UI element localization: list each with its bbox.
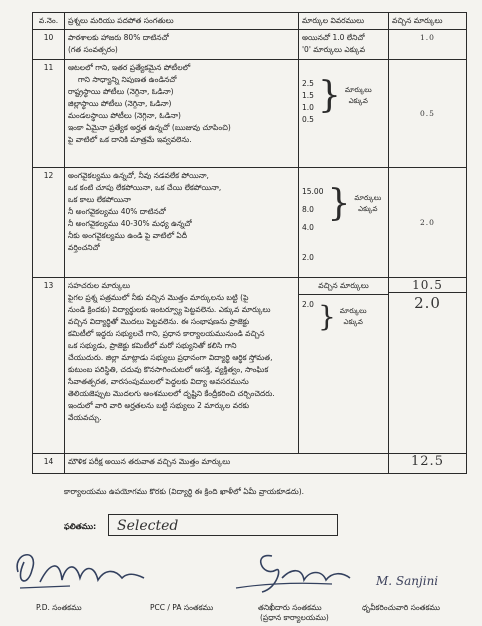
scale-values — [302, 299, 314, 311]
note-line: మార్కులు — [354, 194, 382, 202]
marks-awarded: 2.0 — [414, 294, 441, 312]
criteria-line: ఆటలలో గాని, ఇతర ప్రత్యేకమైన పోటీలలో — [68, 63, 191, 72]
row-scale — [299, 60, 389, 168]
criteria-line: పై వాటిలో ఒక దానికి మాత్రమే ఇవ్వవలెను. — [68, 135, 192, 144]
scale-value: 0.5 — [302, 115, 314, 124]
table-row — [33, 30, 467, 60]
header-scale: మార్కుల వివరములు — [299, 13, 389, 30]
scale-value: 2.0 — [302, 253, 314, 262]
criteria-line: పాఠశాలకు హాజరు 80% దాటినచో — [68, 33, 169, 42]
row-criteria — [65, 168, 299, 278]
marks-awarded: 2.0 — [389, 168, 467, 278]
scale-body — [299, 295, 388, 339]
row-number: 12 — [33, 168, 65, 278]
criteria-line: నుండి క్రిందకు) విద్యార్థులకు ఇంటర్వ్యూ పెట్టవలెను. ఎక్కువ మార్కులు — [68, 305, 271, 314]
office-use-note: కార్యాలయము ఉపయోగము కొరకు (విద్యార్థి ఈ క్రింది ఖాళీలో ఏమీ వ్రాయకూడదు). — [64, 487, 305, 496]
criteria-line: మండలస్థాయి పోటీలు (నెగ్గినా, ఓడినా) — [68, 111, 181, 120]
scale-note — [354, 193, 381, 215]
scale-subheader: వచ్చిన మార్కులు — [299, 278, 388, 295]
row-number: 14 — [33, 454, 65, 474]
criteria-line: (గత సంవత్సరం) — [68, 45, 118, 54]
area-signature: M. Sanjini — [376, 574, 439, 588]
note-line: ఎక్కువ — [348, 97, 368, 105]
marks-awarded: 1.0 — [389, 30, 467, 60]
row-criteria — [65, 30, 299, 60]
table-row — [33, 454, 467, 474]
note-line: మార్కులు — [344, 86, 372, 94]
note-line: ఎక్కువ — [343, 318, 363, 326]
member-signature-label: తనిఖీదారు సంతకము — [258, 603, 322, 612]
criteria-line: ఒక సభ్యుడు, ప్రాజెక్టు కమిటీలో మరో సభ్యునితో కలిసి గాని — [68, 341, 237, 350]
scale-value: 8.0 — [302, 205, 314, 214]
header-no: వ.నెం. — [33, 13, 65, 30]
row-number: 10 — [33, 30, 65, 60]
criteria-line: సహచరుల మార్కులు — [68, 281, 131, 290]
criteria-line: కమిటీలో ఇద్దరు సభ్యులచే గాని, ప్రధాన కార్యాలయమునుండి వచ్చిన — [68, 329, 265, 338]
scale-value: 1.0 — [302, 103, 314, 112]
criteria-line: కుటుంబ పరిస్థితి, చదువు కొనసాగించుటలో ఆసక్తి, వ్యక్తిత్వం, సాంఘిక — [68, 365, 269, 374]
marks-table — [32, 12, 467, 474]
table-row — [33, 60, 467, 168]
header-criteria: ప్రశ్నలు మరియు పదపోత సంగతులు — [65, 13, 299, 30]
member-signature — [232, 548, 362, 600]
criteria-line: నీకు అంగవైకల్యము ఉండి పై వాటిలో ఏదీ — [68, 231, 188, 240]
scale-value: 1.5 — [302, 91, 314, 100]
scale-value: 15.00 — [302, 187, 324, 196]
table-row — [33, 278, 467, 454]
marks-cell — [389, 278, 467, 454]
criteria-line: ఒక కంటి చూపు లేకపోయినా, ఒక చేయి లేకపోయినా, — [68, 183, 222, 192]
criteria-line: వేయవచ్చు. — [68, 413, 102, 422]
row-criteria — [65, 454, 389, 474]
marks-awarded: 0.5 — [389, 60, 467, 168]
criteria-line: నీ అంగవైకల్యము 40% దాటినచో — [68, 207, 166, 216]
scale-value: 4.0 — [302, 223, 314, 232]
row-criteria — [65, 60, 299, 168]
scale-values — [302, 186, 323, 264]
marks-awarded: 12.5 — [389, 454, 467, 474]
pd-signature-label: P.D. సంతకము — [36, 603, 82, 612]
criteria-line: జిల్లాస్థాయి పోటీలు (నెగ్గినా, ఓడినా) — [68, 99, 172, 108]
criteria-line: తెలియజెప్పుట మొదలగు అంశములలో దృష్టిని కేంద్రీకరించి చర్చించెదరు. — [68, 389, 275, 398]
scale-note — [345, 85, 372, 107]
scale-line: '0' మార్కులు ఎక్కువ — [302, 45, 366, 54]
criteria-line: అంగవైకల్యము ఉన్నచో, నీవు నడవలేక పోయినా, — [68, 171, 209, 180]
pcc-signature-label: PCC / PA సంతకము — [150, 603, 214, 612]
row-number: 13 — [33, 278, 65, 454]
criteria-line: వచ్చిన విద్యార్థితో మొదలు పెట్టవలెను. ఈ సంభాషణను ప్రాజెక్టు — [68, 317, 250, 326]
criteria-line: నీ అంగవైకల్యము 40-30% మధ్య ఉన్నచో — [68, 219, 192, 228]
result-field: Selected — [108, 514, 338, 536]
criteria-line: సేవాతత్పరత, వారసంపుములలో పెద్దలకు విద్యా అవసరమును — [68, 377, 249, 386]
brace-icon: } — [317, 75, 341, 116]
header-marks: వచ్చిన మార్కులు — [389, 13, 467, 30]
row-criteria — [65, 278, 299, 454]
scale-value: 2.0 — [302, 300, 314, 309]
marks-subheader: 10.5 — [389, 278, 466, 293]
row-scale — [299, 30, 389, 60]
criteria-line: ఇందులో వారి వారి అర్హతలను బట్టి సభ్యులు 2 మార్కుల వరకు — [68, 401, 250, 410]
brace-icon: } — [317, 300, 336, 333]
criteria-line: వర్తించనిచో — [68, 243, 100, 252]
criteria-line: మౌళిక పరీక్ష అయిన తరువాత వచ్చిన మొత్తం మార్కులు — [68, 457, 231, 466]
table-header-row — [33, 13, 467, 30]
area-signature-label: ధృవీకరించువారి సంతకము — [362, 603, 440, 612]
row-number: 11 — [33, 60, 65, 168]
note-line: ఎక్కువ — [358, 205, 378, 213]
pd-signature — [10, 542, 150, 598]
scale-note — [340, 306, 367, 328]
criteria-line: ఒక కాలు లేకపోయినా — [68, 195, 131, 204]
scale-line: అయినచో 1.0 లేనిచో — [302, 33, 365, 42]
criteria-line: చేయుదురు. జిల్లా మాట్లాడు సభ్యులు ప్రధానంగా విద్యార్థి ఆర్థిక స్తోమత, — [68, 353, 273, 362]
result-label: ఫలితము: — [64, 522, 97, 531]
criteria-line: పైగల ప్రశ్న పత్రములో నీకు వచ్చిన మొత్తం మార్కులను బట్టి (పై — [68, 293, 249, 302]
scale-values — [302, 78, 314, 126]
brace-icon: } — [327, 183, 351, 224]
criteria-line: గాని సాధ్యాన్ని నిపుణత ఉండినచో — [78, 75, 177, 84]
criteria-line: ఇంకా ఏమైనా ప్రత్యేక అర్హత ఉన్నచో (ఋజువు చూపించి) — [68, 123, 231, 132]
criteria-line: రాష్ట్రస్థాయి పోటీలు (నెగ్గినా, ఓడినా) — [68, 87, 174, 96]
table-row — [33, 168, 467, 278]
note-line: మార్కులు — [339, 307, 367, 315]
row-scale — [299, 168, 389, 278]
scale-value: 2.5 — [302, 79, 314, 88]
row-scale — [299, 278, 389, 454]
member-signature-sublabel: (ప్రధాన కార్యాలయము) — [260, 613, 329, 622]
